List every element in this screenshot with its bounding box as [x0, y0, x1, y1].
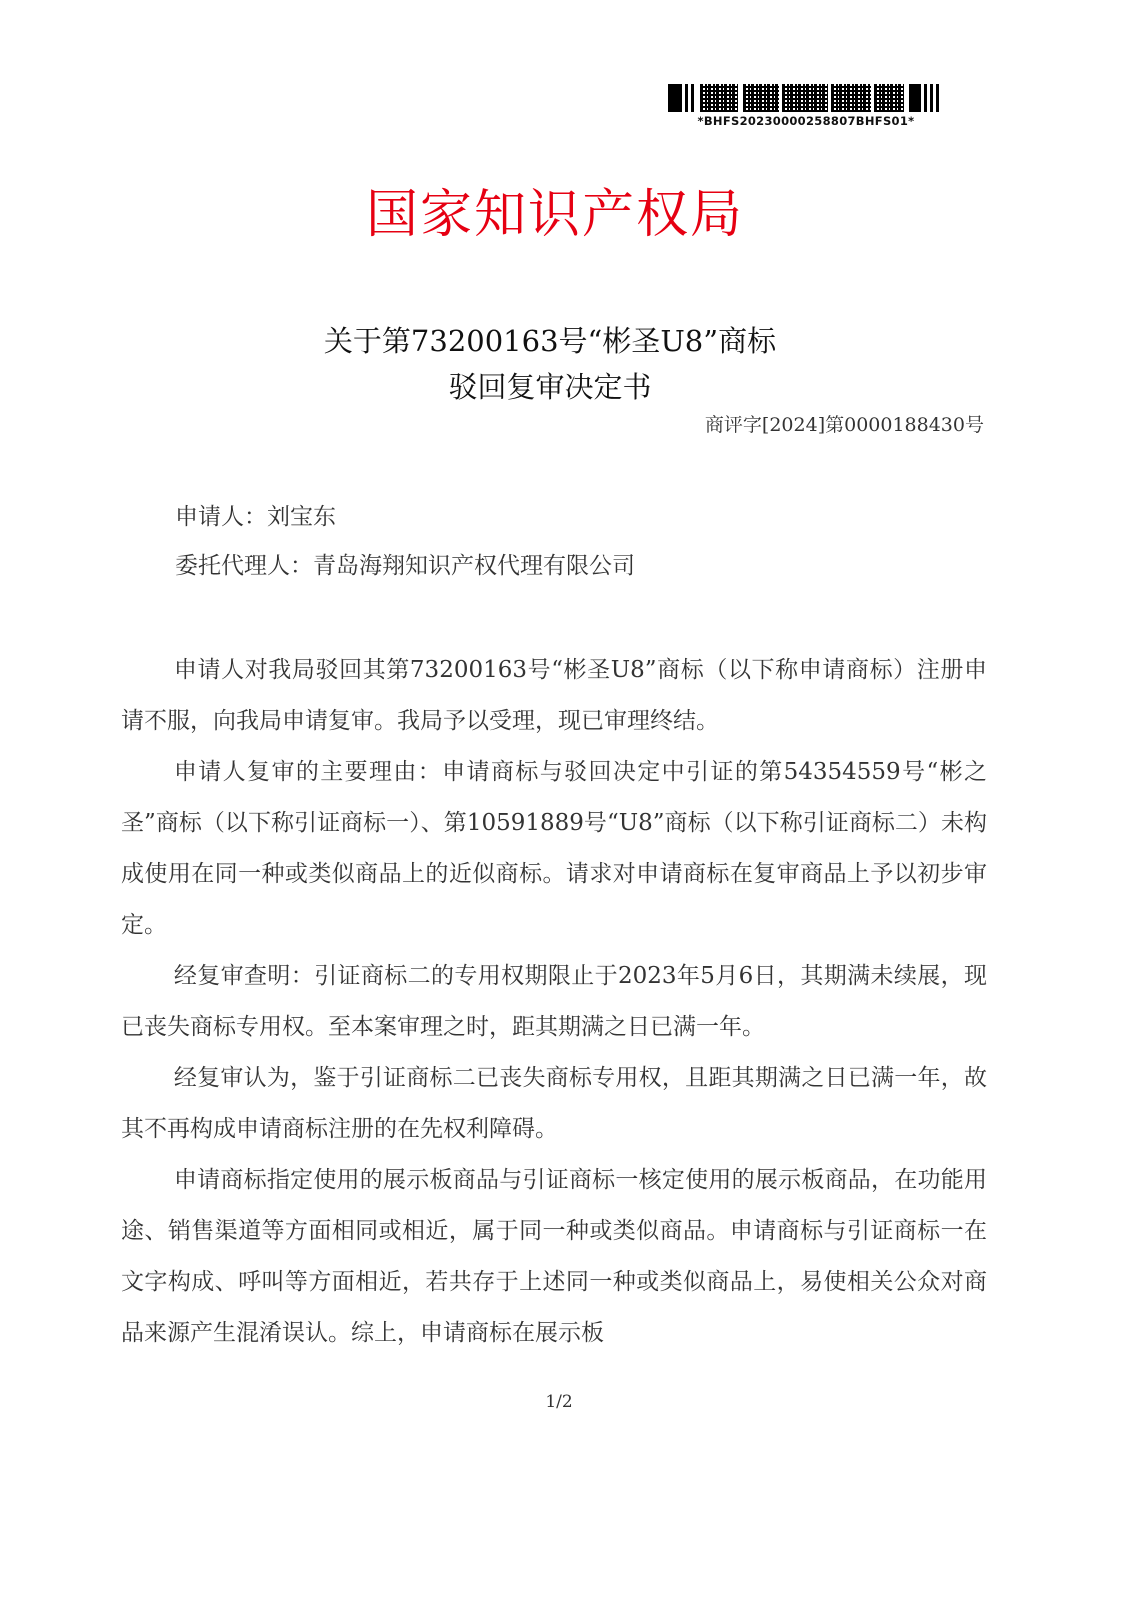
page-number: 1/2 — [545, 1392, 573, 1412]
document-title — [0, 318, 1100, 410]
document-number: 商评字[2024]第0000188430号 — [704, 414, 984, 436]
agent-label: 委托代理人： — [175, 553, 313, 579]
barcode-text: *BHFS20230000258807BHFS01* — [697, 114, 915, 128]
agent-name: 青岛海翔知识产权代理有限公司 — [313, 553, 635, 579]
applicant-label: 申请人： — [175, 504, 267, 530]
title-line-1: 关于第73200163号“彬圣U8”商标 — [323, 324, 777, 358]
applicant-name: 刘宝东 — [267, 504, 336, 530]
agent-line — [175, 547, 635, 580]
agency-name: 国家知识产权局 — [365, 185, 744, 245]
paragraph: 申请人对我局驳回其第73200163号“彬圣U8”商标（以下称申请商标）注册申请不服，向我局申请复审。我局予以受理，现已审理终结。 — [121, 657, 987, 734]
paragraph: 经复审查明：引证商标二的专用权期限止于2023年5月6日，其期满未续展，现已丧失商标专用权。至本案审理之时，距其期满之日已满一年。 — [121, 963, 987, 1040]
applicant-line — [175, 498, 336, 531]
decision-body — [121, 645, 987, 1359]
paragraph: 经复审认为，鉴于引证商标二已丧失商标专用权，且距其期满之日已满一年，故其不再构成申请商标注册的在先权利障碍。 — [121, 1065, 987, 1142]
paragraph: 申请商标指定使用的展示板商品与引证商标一核定使用的展示板商品，在功能用途、销售渠道等方面相同或相近，属于同一种或类似商品。申请商标与引证商标一在文字构成、呼叫等方面相近，若共存于上述同一种或类似商品上，易使相关公众对商品来源产生混淆误认。综上，申请商标在展示板 — [121, 1167, 987, 1346]
barcode-icon — [668, 84, 944, 112]
barcode-block — [664, 84, 948, 128]
paragraph: 申请人复审的主要理由：申请商标与驳回决定中引证的第54354559号“彬之圣”商标（以下称引证商标一）、第10591889号“U8”商标（以下称引证商标二）未构成使用在同一种或类似商品上的近似商标。请求对申请商标在复审商品上予以初步审定。 — [121, 759, 987, 938]
title-line-2: 驳回复审决定书 — [448, 370, 652, 404]
